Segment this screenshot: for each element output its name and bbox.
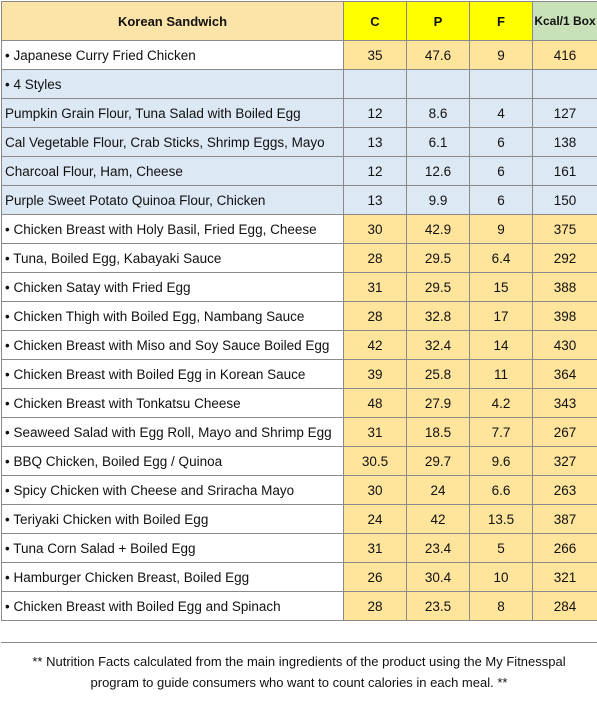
cell-kcal: 343 [533, 389, 597, 418]
cell-kcal: 375 [533, 215, 597, 244]
cell-name: • Chicken Breast with Holy Basil, Fried Egg, Cheese [2, 215, 344, 244]
cell-name: Pumpkin Grain Flour, Tuna Salad with Boiled Egg [2, 99, 344, 128]
cell-kcal: 138 [533, 128, 597, 157]
cell-carbs: 12 [344, 99, 407, 128]
table-row [2, 302, 597, 331]
cell-kcal: 416 [533, 41, 597, 70]
cell-carbs: 13 [344, 186, 407, 215]
table-row [2, 70, 597, 99]
cell-protein: 42 [407, 505, 470, 534]
cell-kcal: 388 [533, 273, 597, 302]
cell-carbs: 28 [344, 244, 407, 273]
table-row [2, 244, 597, 273]
header-row [2, 2, 597, 41]
cell-carbs: 28 [344, 302, 407, 331]
cell-kcal: 127 [533, 99, 597, 128]
column-header-name: Korean Sandwich [2, 2, 344, 41]
cell-fat: 9 [470, 215, 533, 244]
cell-name: Purple Sweet Potato Quinoa Flour, Chicken [2, 186, 344, 215]
table-row [2, 360, 597, 389]
nutrition-table [1, 1, 597, 621]
cell-name: • Teriyaki Chicken with Boiled Egg [2, 505, 344, 534]
cell-name: Charcoal Flour, Ham, Cheese [2, 157, 344, 186]
cell-fat: 4 [470, 99, 533, 128]
cell-kcal: 327 [533, 447, 597, 476]
table-row [2, 41, 597, 70]
cell-carbs: 24 [344, 505, 407, 534]
cell-protein: 32.8 [407, 302, 470, 331]
table-row [2, 128, 597, 157]
cell-name: • Tuna Corn Salad + Boiled Egg [2, 534, 344, 563]
table-row [2, 592, 597, 621]
cell-kcal: 430 [533, 331, 597, 360]
cell-fat: 7.7 [470, 418, 533, 447]
column-header-protein: P [407, 2, 470, 41]
table-row [2, 157, 597, 186]
cell-carbs: 13 [344, 128, 407, 157]
cell-name: • Chicken Thigh with Boiled Egg, Nambang Sauce [2, 302, 344, 331]
table-row [2, 505, 597, 534]
cell-protein: 23.4 [407, 534, 470, 563]
cell-name: • Chicken Breast with Boiled Egg in Korean Sauce [2, 360, 344, 389]
cell-name: • Chicken Satay with Fried Egg [2, 273, 344, 302]
cell-protein: 25.8 [407, 360, 470, 389]
cell-protein: 29.5 [407, 244, 470, 273]
cell-fat: 4.2 [470, 389, 533, 418]
table-row [2, 389, 597, 418]
cell-fat: 6 [470, 157, 533, 186]
cell-fat: 9.6 [470, 447, 533, 476]
cell-fat: 8 [470, 592, 533, 621]
cell-kcal [533, 70, 597, 99]
table-row [2, 418, 597, 447]
cell-protein: 12.6 [407, 157, 470, 186]
cell-carbs: 35 [344, 41, 407, 70]
cell-protein: 8.6 [407, 99, 470, 128]
cell-protein: 6.1 [407, 128, 470, 157]
table-row [2, 186, 597, 215]
cell-kcal: 387 [533, 505, 597, 534]
cell-name: • Seaweed Salad with Egg Roll, Mayo and Shrimp Egg [2, 418, 344, 447]
table-row [2, 99, 597, 128]
cell-name: • 4 Styles [2, 70, 344, 99]
cell-fat: 6.6 [470, 476, 533, 505]
cell-name: • BBQ Chicken, Boiled Egg / Quinoa [2, 447, 344, 476]
cell-fat: 14 [470, 331, 533, 360]
cell-kcal: 321 [533, 563, 597, 592]
column-header-kcal: Kcal/1 Box [533, 2, 597, 41]
cell-carbs: 30 [344, 476, 407, 505]
cell-protein: 32.4 [407, 331, 470, 360]
table-row [2, 273, 597, 302]
cell-kcal: 292 [533, 244, 597, 273]
cell-fat: 17 [470, 302, 533, 331]
cell-fat: 6 [470, 128, 533, 157]
cell-protein: 30.4 [407, 563, 470, 592]
column-header-carbs: C [344, 2, 407, 41]
cell-name: Cal Vegetable Flour, Crab Sticks, Shrimp Eggs, Mayo [2, 128, 344, 157]
cell-name: • Chicken Breast with Tonkatsu Cheese [2, 389, 344, 418]
cell-name: • Tuna, Boiled Egg, Kabayaki Sauce [2, 244, 344, 273]
cell-carbs: 39 [344, 360, 407, 389]
table-row [2, 563, 597, 592]
cell-kcal: 284 [533, 592, 597, 621]
cell-kcal: 364 [533, 360, 597, 389]
cell-carbs: 48 [344, 389, 407, 418]
cell-carbs: 26 [344, 563, 407, 592]
cell-protein: 29.7 [407, 447, 470, 476]
footer-note: ** Nutrition Facts calculated from the main ingredients of the product using the My Fitnesspal program to guide consumers who want to count calories in each meal. ** [1, 642, 597, 700]
cell-fat: 10 [470, 563, 533, 592]
cell-name: • Spicy Chicken with Cheese and Sriracha Mayo [2, 476, 344, 505]
cell-carbs: 28 [344, 592, 407, 621]
cell-protein: 9.9 [407, 186, 470, 215]
cell-kcal: 266 [533, 534, 597, 563]
cell-protein: 18.5 [407, 418, 470, 447]
cell-protein: 24 [407, 476, 470, 505]
cell-carbs: 30 [344, 215, 407, 244]
cell-carbs: 30.5 [344, 447, 407, 476]
cell-carbs: 12 [344, 157, 407, 186]
column-header-fat: F [470, 2, 533, 41]
cell-kcal: 267 [533, 418, 597, 447]
table-row [2, 215, 597, 244]
cell-kcal: 263 [533, 476, 597, 505]
cell-carbs: 42 [344, 331, 407, 360]
cell-fat [470, 70, 533, 99]
cell-kcal: 150 [533, 186, 597, 215]
cell-fat: 9 [470, 41, 533, 70]
cell-carbs: 31 [344, 534, 407, 563]
cell-protein: 47.6 [407, 41, 470, 70]
cell-fat: 13.5 [470, 505, 533, 534]
table-body [2, 41, 597, 621]
cell-protein: 23.5 [407, 592, 470, 621]
cell-fat: 6 [470, 186, 533, 215]
cell-protein: 27.9 [407, 389, 470, 418]
cell-name: • Chicken Breast with Boiled Egg and Spinach [2, 592, 344, 621]
cell-fat: 6.4 [470, 244, 533, 273]
cell-name: • Hamburger Chicken Breast, Boiled Egg [2, 563, 344, 592]
cell-protein: 42.9 [407, 215, 470, 244]
cell-name: • Chicken Breast with Miso and Soy Sauce Boiled Egg [2, 331, 344, 360]
cell-carbs [344, 70, 407, 99]
cell-name: • Japanese Curry Fried Chicken [2, 41, 344, 70]
table-row [2, 476, 597, 505]
table-row [2, 331, 597, 360]
cell-protein [407, 70, 470, 99]
cell-kcal: 161 [533, 157, 597, 186]
table-row [2, 447, 597, 476]
cell-protein: 29.5 [407, 273, 470, 302]
table-row [2, 534, 597, 563]
cell-kcal: 398 [533, 302, 597, 331]
cell-fat: 5 [470, 534, 533, 563]
cell-fat: 15 [470, 273, 533, 302]
cell-fat: 11 [470, 360, 533, 389]
cell-carbs: 31 [344, 273, 407, 302]
cell-carbs: 31 [344, 418, 407, 447]
